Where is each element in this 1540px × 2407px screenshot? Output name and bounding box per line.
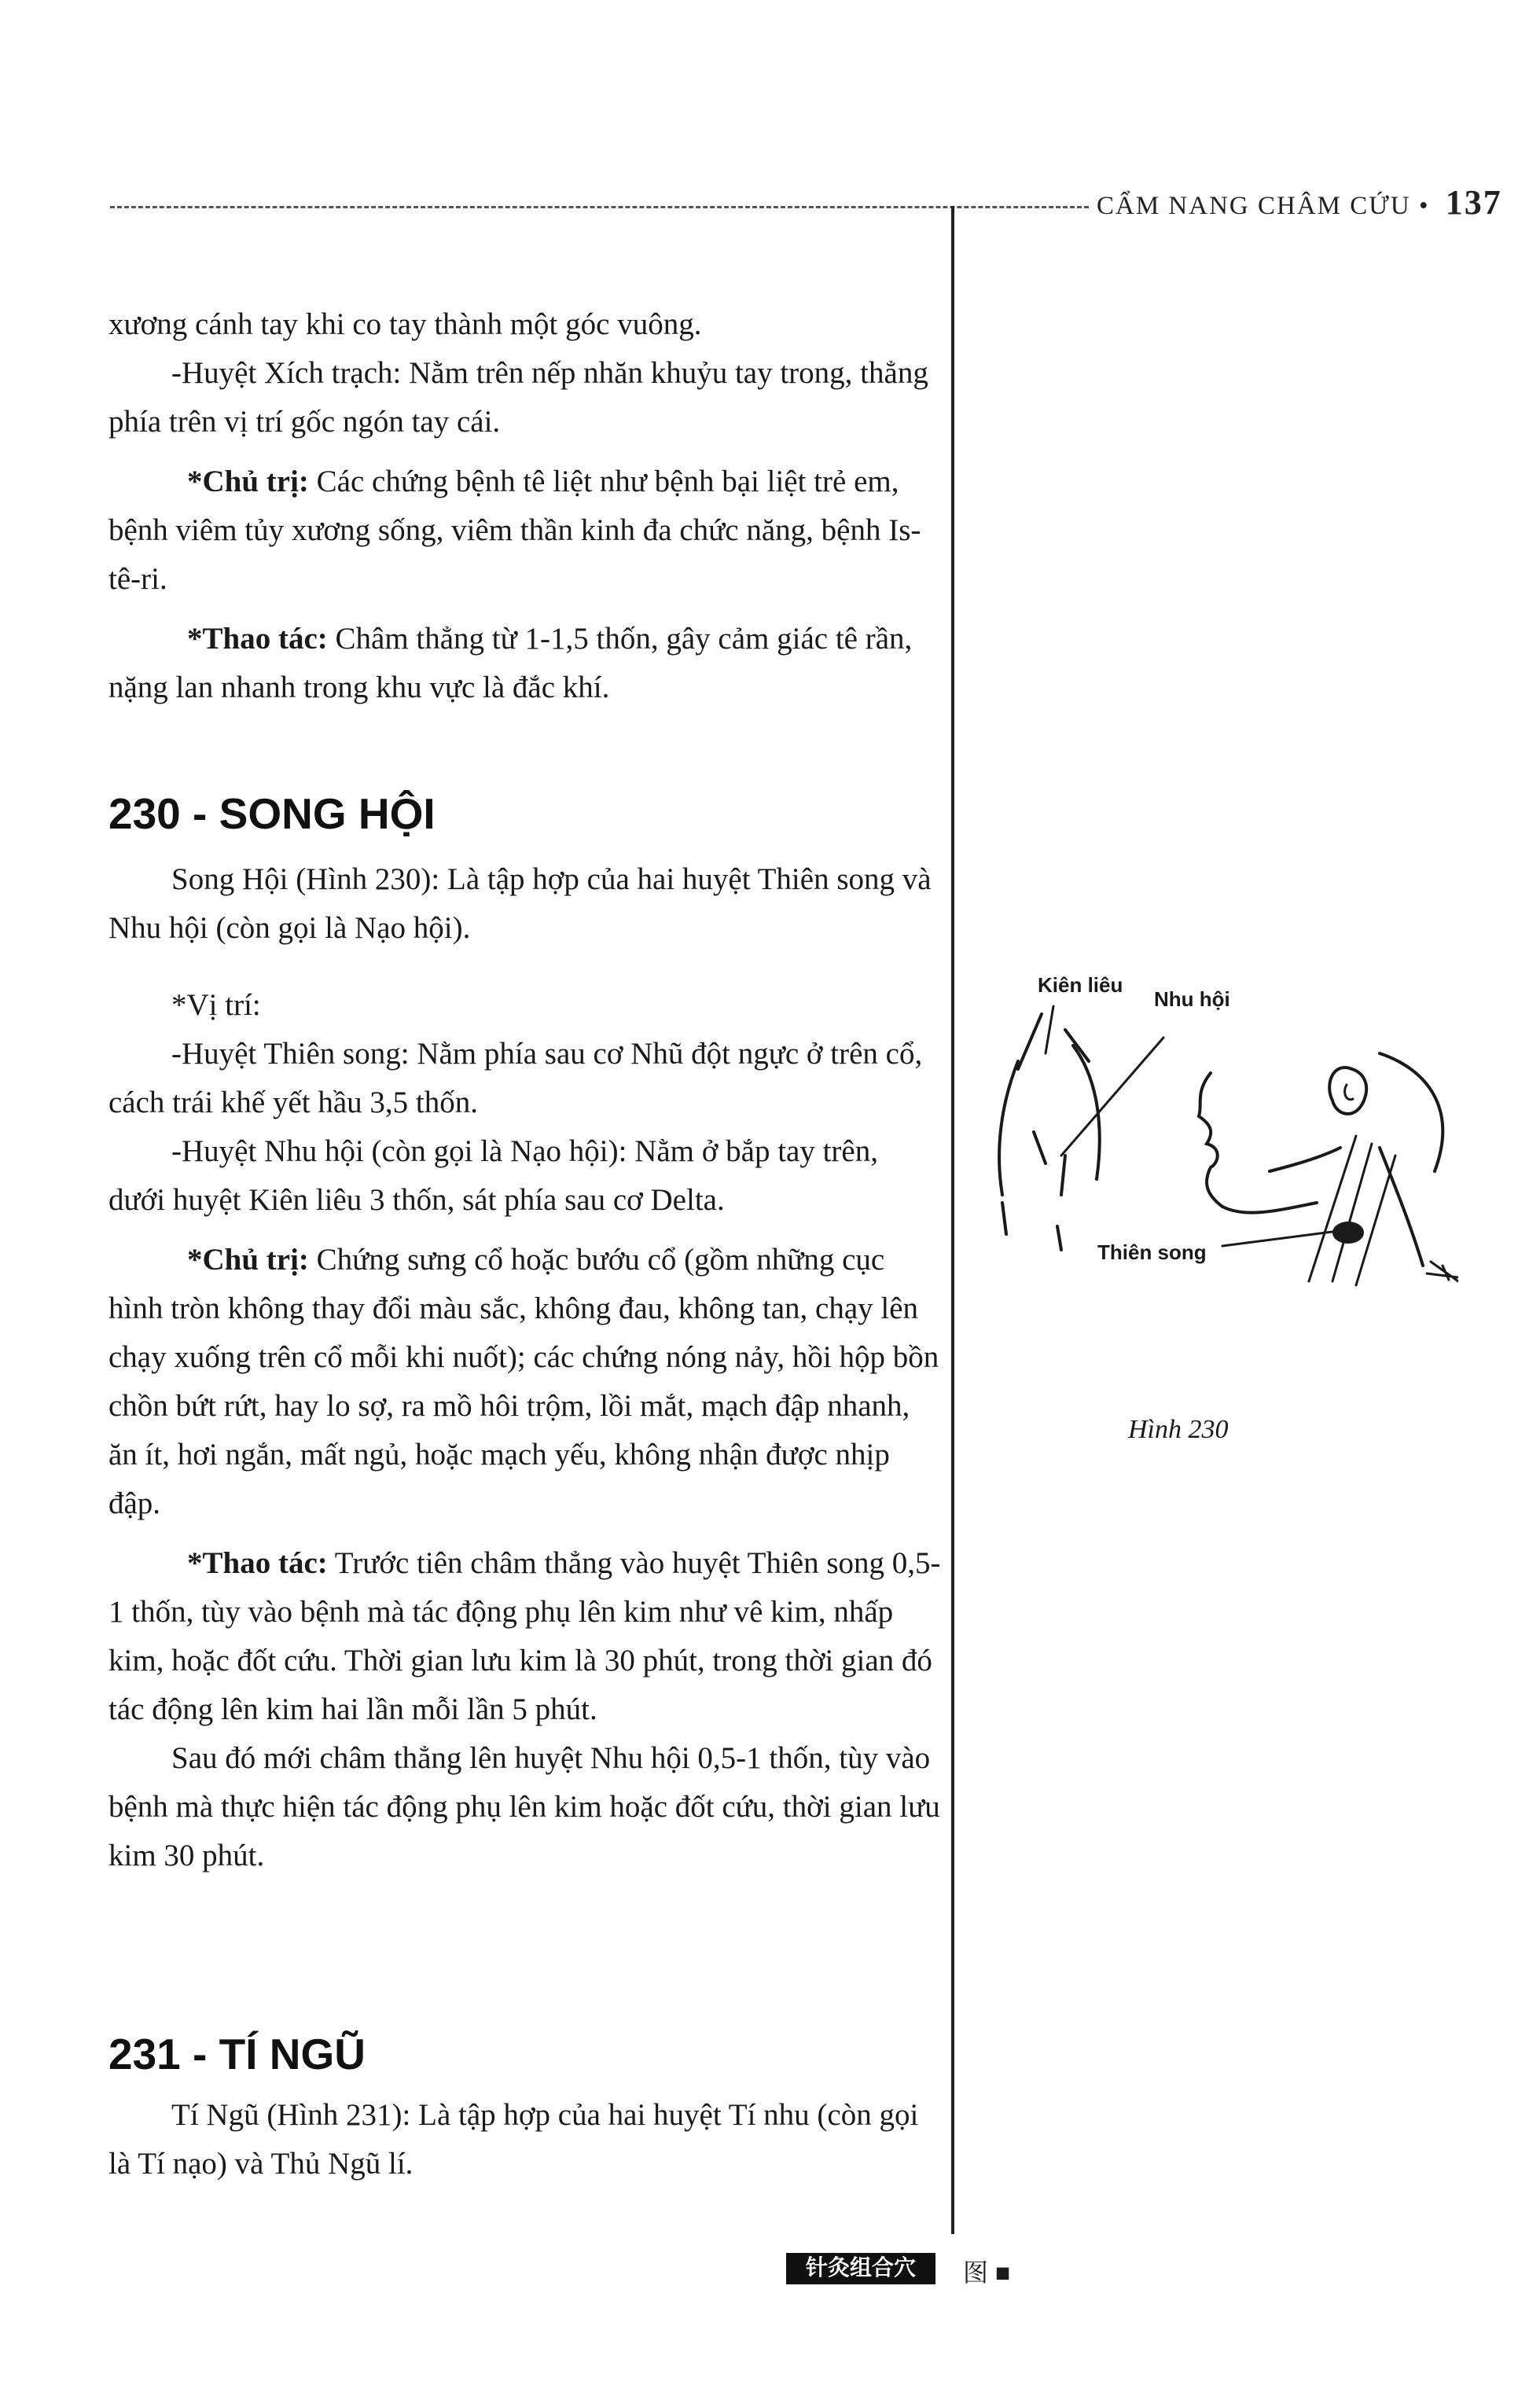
running-header [1097,182,1502,222]
arm-outline [1073,1045,1100,1179]
section-230 [108,855,942,1880]
neck-muscle [1332,1144,1372,1281]
paragraph: xương cánh tay khi co tay thành một góc vuông. [108,307,702,341]
procedure-paragraph [108,615,942,712]
thien-song-point [1334,1223,1362,1242]
paragraph: -Huyệt Xích trạch: Nằm trên nếp nhăn khuỷu tay trong, thẳng phía trên vị trí gốc ngón tay cái. [108,356,928,439]
indications-text: Chứng sưng cổ hoặc bướu cổ (gồm những cục hình tròn không thay đổi màu sắc, không đau, không tan, chạy lên chạy xuống trên cổ mỗi khi nuốt); các chứng nóng nảy, hồi hộp bồn chồn bứt rứt, hay lo sợ, ra mồ hôi trộm, lồi mắt, mạch đập nhanh, ăn ít, hơi ngắn, mất ngủ, hoặc mạch yếu, không nhận được nhịp đập. [108,1243,939,1520]
head-back [1380,1053,1443,1171]
header-rule [110,206,1089,208]
location-item: -Huyệt Nhu hội (còn gọi là Nạo hội): Nằm ở bắp tay trên, dưới huyệt Kiên liêu 3 thốn, sát phía sau cơ Delta. [108,1134,878,1217]
face-profile [1199,1073,1222,1207]
label-nhu-hoi: Nhu hội [1154,987,1230,1011]
ear [1329,1068,1366,1114]
section-heading-231: 231 - TÍ NGŨ [108,2030,366,2078]
shoulder-line [1018,1014,1042,1069]
location-label: *Vị trí: [171,988,261,1022]
figure-caption: Hình 230 [1128,1415,1229,1444]
book-title: CẨM NANG CHÂM CỨU [1097,192,1411,220]
section-231 [108,2091,942,2188]
indications-paragraph [108,1236,942,1528]
column-divider [951,206,954,2234]
indications-paragraph [108,458,942,604]
neck-front [1222,1203,1317,1213]
shoulder-line [1065,1030,1089,1061]
arm-outline [999,1061,1018,1195]
intro-paragraph: Tí Ngũ (Hình 231): Là tập hợp của hai huyệt Tí nhu (còn gọi là Tí nạo) và Thủ Ngũ lí. [108,2098,919,2181]
indications-text: Các chứng bệnh tê liệt như bệnh bại liệt trẻ em, bệnh viêm tủy xương sống, viêm thần kinh đa chức năng, bệnh Is-tê-ri. [108,465,921,596]
figure-230-illustration [987,967,1458,1376]
procedure-text: Châm thẳng từ 1-1,5 thốn, gây cảm giác tê rần, nặng lan nhanh trong khu vực là đắc khí. [108,622,913,704]
paragraph: Sau đó mới châm thẳng lên huyệt Nhu hội 0,5-1 thốn, tùy vào bệnh mà thực hiện tác động phụ lên kim hoặc đốt cứu, thời gian lưu kim 30 phút. [108,1741,940,1872]
arm-outline [1061,1156,1065,1195]
label-kien-lieu: Kiên liêu [1038,973,1123,997]
procedure-text: Trước tiên châm thẳng vào huyệt Thiên song 0,5-1 thốn, tùy vào bệnh mà tác động phụ lên kim như vê kim, nhấp kim, hoặc đốt cứu. Thời gian lưu kim là 30 phút, trong thời gian đó tác động lên kim hai lần mỗi lần 5 phút. [108,1546,941,1726]
nhu-hoi-pointer [1061,1038,1163,1156]
arm-outline [1057,1226,1061,1250]
procedure-paragraph [108,1539,942,1734]
section-heading-230: 230 - SONG HỘI [108,789,436,838]
indications-label: *Chủ trị: [187,1243,309,1277]
footer-tab: 针灸组合穴 [786,2253,935,2284]
kien-lieu-pointer [1046,1006,1053,1053]
arm-outline [1034,1132,1046,1163]
header-bullet: • [1418,192,1430,220]
procedure-label: *Thao tác: [187,1546,328,1580]
intro-paragraph: Song Hội (Hình 230): Là tập hợp của hai huyệt Thiên song và Nhu hội (còn gọi là Nạo hội). [108,862,932,945]
jaw-line [1270,1148,1340,1171]
thien-song-pointer [1222,1230,1344,1246]
label-thien-song: Thiên song [1097,1240,1207,1264]
ear-inner [1345,1085,1353,1100]
arm-outline [1002,1203,1006,1234]
page-number: 137 [1445,183,1502,222]
location-item: -Huyệt Thiên song: Nằm phía sau cơ Nhũ đột ngực ở trên cổ, cách trái khế yết hầu 3,5 thốn. [108,1037,923,1119]
indications-label: *Chủ trị: [187,465,309,498]
procedure-label: *Thao tác: [187,622,328,656]
section-prev [108,300,942,712]
neck-back [1380,1148,1423,1266]
clavicle-hatching [1427,1262,1458,1281]
footer-mark: 图 ■ [963,2258,1011,2287]
